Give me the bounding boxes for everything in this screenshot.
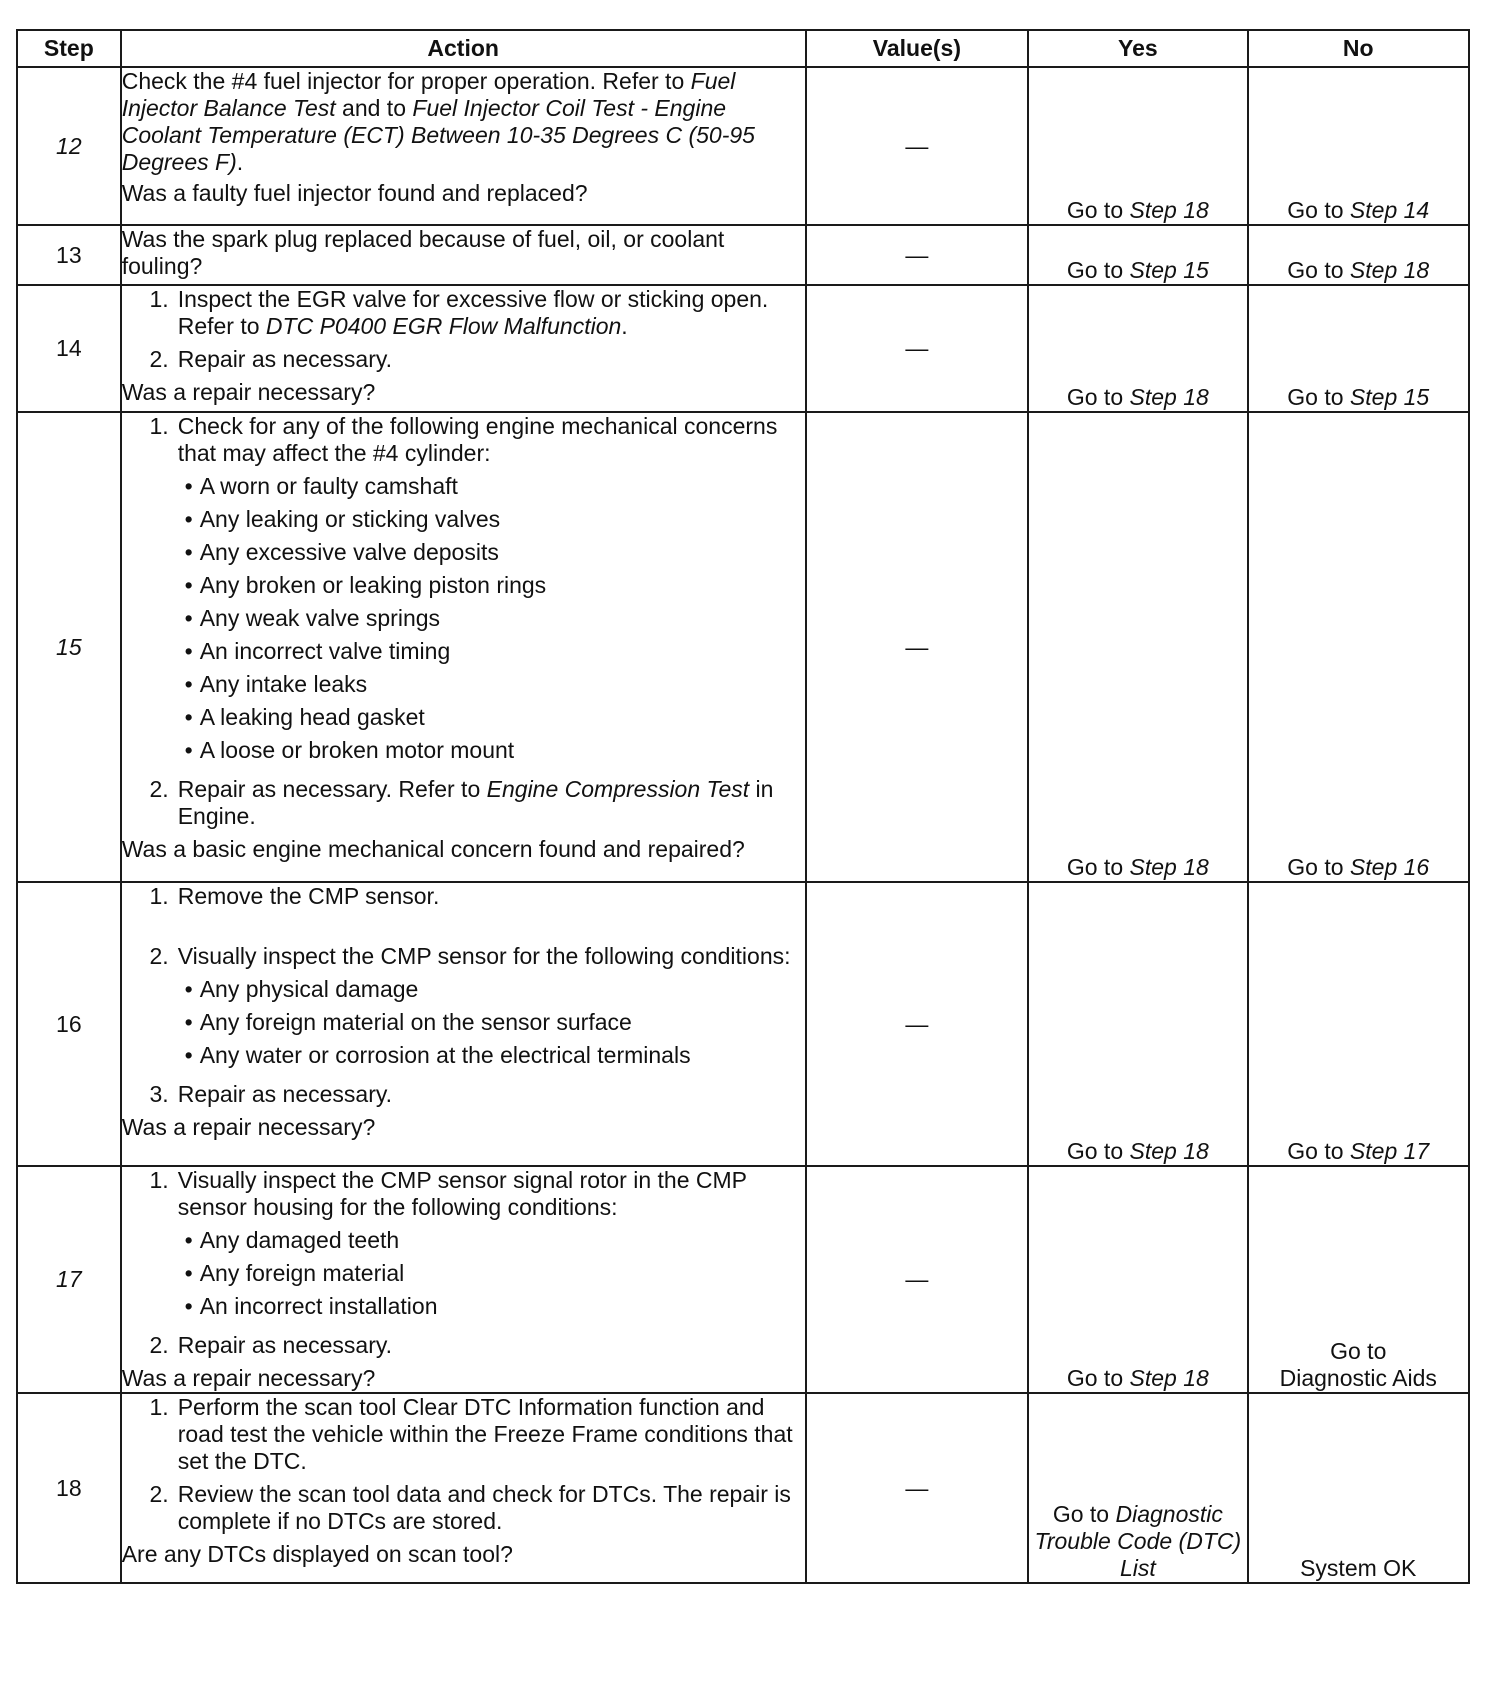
list-item: 2. Repair as necessary. Refer to Engine Compression Test in Engine. <box>149 776 774 829</box>
no-cell: System OK <box>1248 1393 1470 1583</box>
bullet-item: • Any excessive valve deposits <box>184 539 499 565</box>
reference-link: Fuel Injector Coil Test - Engine Coolant Temperature (ECT) Between 10-35 Degrees C (50-95 Degrees F) <box>121 95 755 175</box>
no-cell: Go to Step 17 <box>1248 882 1470 1166</box>
action-cell <box>121 1393 806 1583</box>
bullet-item: • A leaking head gasket <box>184 704 425 730</box>
value-cell: — <box>806 882 1029 1166</box>
no-step-link: Step 16 <box>1349 854 1430 880</box>
table-row-step-13 <box>17 225 1469 285</box>
bullet-item: • Any weak valve springs <box>184 605 441 631</box>
no-cell: Go to Step 15 <box>1248 285 1470 412</box>
header-step: Step <box>17 30 121 67</box>
yes-step-link: Step 18 <box>1129 854 1209 880</box>
value-cell: — <box>806 285 1029 412</box>
step-number: 16 <box>17 882 121 1166</box>
value-cell: — <box>806 67 1029 225</box>
table-row-step-18 <box>17 1393 1469 1583</box>
question: Was a repair necessary? <box>121 1365 376 1391</box>
bullet-list <box>178 976 805 1069</box>
action-cell <box>121 285 806 412</box>
list-item: 3. Repair as necessary. <box>149 1081 393 1107</box>
yes-cell: Go to Step 18 <box>1028 67 1247 225</box>
diagnostic-table <box>16 29 1470 1584</box>
action-cell <box>121 412 806 882</box>
list-item: 2. Review the scan tool data and check for DTCs. The repair is complete if no DTCs are stored. <box>149 1481 791 1534</box>
yes-target-link: Diagnostic Trouble Code (DTC) List <box>1034 1501 1242 1581</box>
yes-step-link: Step 18 <box>1129 1365 1209 1391</box>
list-item: 2. Visually inspect the CMP sensor for the following conditions: • Any physical damage • Any foreign material on the sensor surface • Any water or corrosion at the electrical terminals <box>122 943 805 1075</box>
step-number: 17 <box>17 1166 121 1393</box>
question: Was a faulty fuel injector found and replaced? <box>121 180 588 206</box>
numbered-list <box>122 413 805 830</box>
bullet-item: • Any physical damage <box>184 976 419 1002</box>
action-cell <box>121 1166 806 1393</box>
bullet-item: • An incorrect installation <box>184 1293 438 1319</box>
list-item: 2. Repair as necessary. <box>149 1332 393 1358</box>
table-row-step-17 <box>17 1166 1469 1393</box>
header-row <box>17 30 1469 67</box>
question: Was a repair necessary? <box>121 1114 376 1140</box>
value-cell: — <box>806 412 1029 882</box>
reference-link: DTC P0400 EGR Flow Malfunction <box>265 313 622 339</box>
step-number: 15 <box>17 412 121 882</box>
yes-cell: Go to Step 15 <box>1028 225 1247 285</box>
table-row-step-14 <box>17 285 1469 412</box>
list-item: 1. Inspect the EGR valve for excessive flow or sticking open. Refer to DTC P0400 EGR Flow Malfunction. <box>149 286 769 339</box>
yes-cell: Go to Step 18 <box>1028 1166 1247 1393</box>
question: Was the spark plug replaced because of fuel, oil, or coolant fouling? <box>121 226 725 279</box>
bullet-item: • An incorrect valve timing <box>184 638 451 664</box>
numbered-list <box>122 883 805 1108</box>
list-item: 1. Check for any of the following engine mechanical concerns that may affect the #4 cylinder: • A worn or faulty camshaft • Any leaking or sticking valves • Any excessive valve deposits • Any broken or leaking piston rings • Any weak valve springs • An incorrect valve timing • Any intake leaks • A leaking head gasket • A loose or broken motor mount <box>122 413 805 770</box>
reference-link: Fuel Injector Balance Test <box>121 68 736 121</box>
table-row-step-16 <box>17 882 1469 1166</box>
no-cell: Go to Step 16 <box>1248 412 1470 882</box>
value-cell: — <box>806 1393 1029 1583</box>
no-step-link: Step 18 <box>1349 257 1430 283</box>
bullet-item: • Any foreign material on the sensor surface <box>184 1009 632 1035</box>
question: Was a repair necessary? <box>121 379 376 405</box>
yes-step-link: Step 18 <box>1129 1138 1209 1164</box>
reference-link: Engine Compression Test <box>486 776 750 802</box>
no-cell: Go to Step 14 <box>1248 67 1470 225</box>
action-cell <box>121 882 806 1166</box>
yes-cell: Go to Step 18 <box>1028 285 1247 412</box>
header-values: Value(s) <box>806 30 1029 67</box>
no-step-link: Step 15 <box>1349 384 1430 410</box>
bullet-item: • Any broken or leaking piston rings <box>184 572 547 598</box>
bullet-item: • Any foreign material <box>184 1260 405 1286</box>
action-text: Check the #4 fuel injector for proper operation. Refer to Fuel Injector Balance Test and to Fuel Injector Coil Test - Engine Coolant Temperature (ECT) Between 10-35 Degrees C (50-95 Degrees F). <box>121 68 755 175</box>
table-row-step-12 <box>17 67 1469 225</box>
bullet-item: • Any intake leaks <box>184 671 368 697</box>
step-number: 13 <box>17 225 121 285</box>
table-row-step-15 <box>17 412 1469 882</box>
bullet-list <box>178 1227 805 1320</box>
value-cell: — <box>806 1166 1029 1393</box>
yes-cell: Go to Diagnostic Trouble Code (DTC) List <box>1028 1393 1247 1583</box>
bullet-item: • A worn or faulty camshaft <box>184 473 458 499</box>
yes-step-link: Step 18 <box>1129 197 1209 223</box>
action-cell <box>121 67 806 225</box>
bullet-item: • Any damaged teeth <box>184 1227 400 1253</box>
step-number: 12 <box>17 67 121 225</box>
header-action: Action <box>121 30 806 67</box>
step-number: 18 <box>17 1393 121 1583</box>
yes-cell: Go to Step 18 <box>1028 412 1247 882</box>
numbered-list <box>122 1394 805 1535</box>
numbered-list <box>122 1167 805 1359</box>
no-step-link: Step 14 <box>1349 197 1430 223</box>
no-cell: Go to Step 18 <box>1248 225 1470 285</box>
no-target-link: Diagnostic Aids <box>1279 1365 1437 1391</box>
diagnostic-table-sheet <box>16 29 1470 1584</box>
yes-step-link: Step 15 <box>1129 257 1209 283</box>
list-item: 1. Remove the CMP sensor. <box>149 883 440 909</box>
question: Was a basic engine mechanical concern found and repaired? <box>121 836 745 862</box>
numbered-list <box>122 286 805 373</box>
bullet-item: • A loose or broken motor mount <box>184 737 515 763</box>
list-item: 1. Visually inspect the CMP sensor signal rotor in the CMP sensor housing for the following conditions: • Any damaged teeth • Any foreign material • An incorrect installation <box>122 1167 805 1326</box>
list-item: 1. Perform the scan tool Clear DTC Information function and road test the vehicle within the Freeze Frame conditions that set the DTC. <box>149 1394 793 1474</box>
yes-step-link: Step 18 <box>1129 384 1209 410</box>
no-step-link: Step 17 <box>1349 1138 1430 1164</box>
bullet-list <box>178 473 805 764</box>
no-cell: Go to Diagnostic Aids <box>1248 1166 1470 1393</box>
header-yes: Yes <box>1028 30 1247 67</box>
value-cell: — <box>806 225 1029 285</box>
question: Are any DTCs displayed on scan tool? <box>121 1541 513 1567</box>
yes-cell: Go to Step 18 <box>1028 882 1247 1166</box>
action-cell <box>121 225 806 285</box>
header-no: No <box>1248 30 1470 67</box>
list-item: 2. Repair as necessary. <box>149 346 393 372</box>
step-number: 14 <box>17 285 121 412</box>
bullet-item: • Any water or corrosion at the electrical terminals <box>184 1042 691 1068</box>
bullet-item: • Any leaking or sticking valves <box>184 506 501 532</box>
